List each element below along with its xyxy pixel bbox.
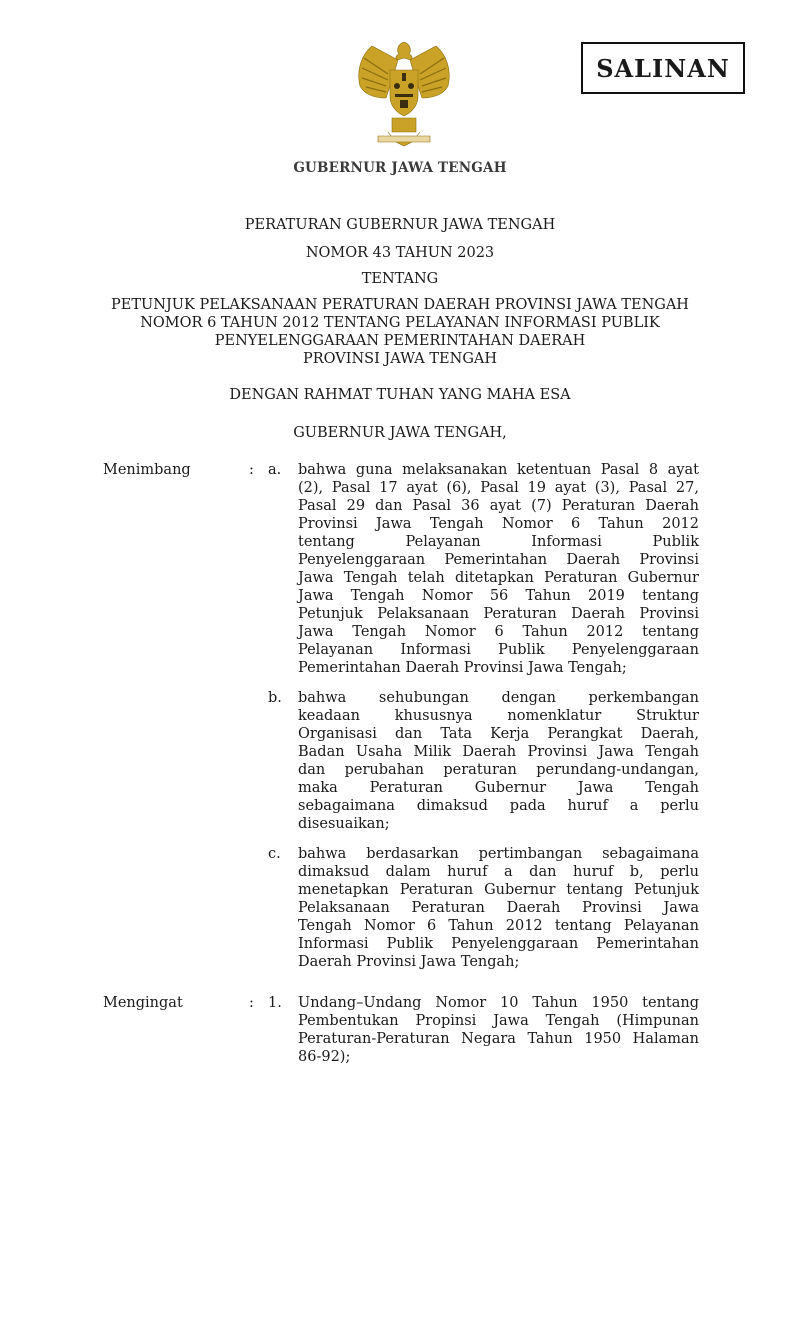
text-line: Jawa Tengah Nomor 56 Tahun 2019 tentang — [298, 588, 699, 604]
text-line: Petunjuk Pelaksanaan Peraturan Daerah Provinsi — [298, 606, 699, 622]
text-line: Pemerintahan Daerah Provinsi Jawa Tengah; — [298, 660, 627, 676]
menimbang-item-c — [298, 845, 699, 971]
menimbang-marker-c: c. — [268, 846, 281, 862]
text-line: Undang–Undang Nomor 10 Tahun 1950 tentang — [298, 995, 699, 1011]
text-line: keadaan khususnya nomenklatur Struktur — [298, 708, 699, 724]
subject-line: NOMOR 6 TAHUN 2012 TENTANG PELAYANAN INFORMASI PUBLIK — [140, 315, 660, 331]
text-line: maka Peraturan Gubernur Jawa Tengah — [298, 780, 699, 796]
menimbang-item-a — [298, 461, 699, 677]
menimbang-marker-a: a. — [268, 462, 282, 478]
subject-line: PENYELENGGARAAN PEMERINTAHAN DAERAH — [214, 333, 586, 349]
text-line: Organisasi dan Tata Kerja Perangkat Daerah, — [298, 726, 699, 742]
text-line: Tengah Nomor 6 Tahun 2012 tentang Pelayanan — [298, 918, 699, 934]
menimbang-item-b — [298, 689, 699, 833]
text-line: dan perubahan peraturan perundang-undangan, — [298, 762, 699, 778]
text-line: Pelayanan Informasi Publik Penyelenggaraan — [298, 642, 699, 658]
text-line: Provinsi Jawa Tengah Nomor 6 Tahun 2012 — [298, 516, 699, 532]
text-line: Pasal 29 dan Pasal 36 ayat (7) Peraturan Daerah — [298, 498, 699, 514]
menimbang-marker-b: b. — [268, 690, 282, 706]
menimbang-colon: : — [249, 462, 254, 478]
mengingat-marker-1: 1. — [268, 995, 282, 1011]
text-line: Penyelenggaraan Pemerintahan Daerah Provinsi — [298, 552, 699, 568]
text-line: Peraturan-Peraturan Negara Tahun 1950 Halaman — [298, 1031, 699, 1047]
text-line: Pelaksanaan Peraturan Daerah Provinsi Jawa — [298, 900, 699, 916]
governor-line: GUBERNUR JAWA TENGAH, — [293, 425, 507, 441]
text-line: Pembentukan Propinsi Jawa Tengah (Himpunan — [298, 1013, 699, 1029]
mengingat-colon: : — [249, 995, 254, 1011]
text-line: (2), Pasal 17 ayat (6), Pasal 19 ayat (3), Pasal 27, — [298, 480, 699, 496]
regulation-number: NOMOR 43 TAHUN 2023 — [305, 245, 495, 261]
subject-line: PROVINSI JAWA TENGAH — [302, 351, 498, 367]
garuda-emblem-icon — [352, 40, 456, 152]
mengingat-item-1 — [298, 994, 699, 1066]
text-line: menetapkan Peraturan Gubernur tentang Petunjuk — [298, 882, 699, 898]
mengingat-label: Mengingat — [103, 995, 183, 1011]
text-line: 86-92); — [298, 1049, 351, 1065]
subject-line: PETUNJUK PELAKSANAAN PERATURAN DAERAH PROVINSI JAWA TENGAH — [111, 297, 689, 313]
menimbang-label: Menimbang — [103, 462, 191, 478]
invocation: DENGAN RAHMAT TUHAN YANG MAHA ESA — [229, 387, 571, 403]
regulation-title: PERATURAN GUBERNUR JAWA TENGAH — [244, 217, 556, 233]
about-label: TENTANG — [361, 271, 439, 287]
text-line: dimaksud dalam huruf a dan huruf b, perlu — [298, 864, 699, 880]
text-line: tentang Pelayanan Informasi Publik — [298, 534, 699, 550]
text-line: sebagaimana dimaksud pada huruf a perlu — [298, 798, 699, 814]
text-line: Daerah Provinsi Jawa Tengah; — [298, 954, 520, 970]
salinan-stamp: SALINAN — [581, 42, 745, 94]
text-line: Badan Usaha Milik Daerah Provinsi Jawa Tengah — [298, 744, 699, 760]
issuer-name: GUBERNUR JAWA TENGAH — [293, 160, 507, 176]
text-line: Jawa Tengah Nomor 6 Tahun 2012 tentang — [298, 624, 699, 640]
text-line: Jawa Tengah telah ditetapkan Peraturan Gubernur — [298, 570, 699, 586]
text-line: bahwa guna melaksanakan ketentuan Pasal 8 ayat — [298, 462, 699, 478]
text-line: bahwa sehubungan dengan perkembangan — [298, 690, 699, 706]
text-line: bahwa berdasarkan pertimbangan sebagaimana — [298, 846, 699, 862]
text-line: disesuaikan; — [298, 816, 390, 832]
text-line: Informasi Publik Penyelenggaraan Pemerintahan — [298, 936, 699, 952]
